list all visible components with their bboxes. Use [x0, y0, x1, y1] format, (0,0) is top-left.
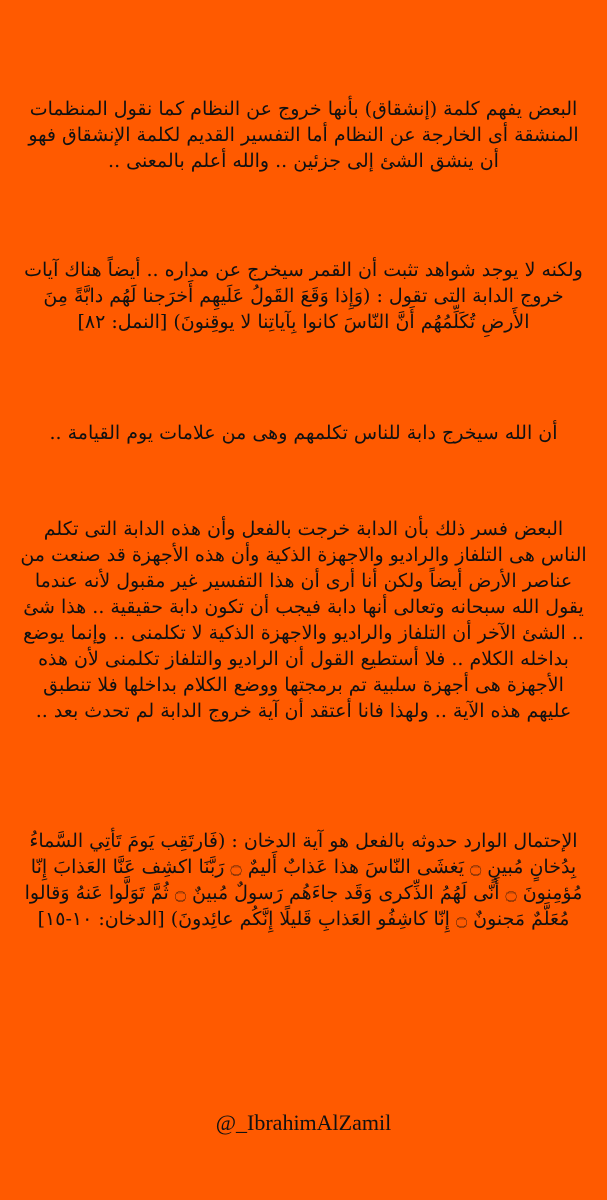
paragraph-dukhan-verse: الإحتمال الوارد حدوثه بالفعل هو آية الدخان : (فَارتَقِب يَومَ تَأتِي السَّماءُ بِدُخانٍ مُبينٍ ۝ يَغشَى النّاسَ هذا عَذابٌ أَليمٌ ۝ رَبَّنَا اكشِف عَنَّا العَذابَ إِنّا مُؤمِنونَ ۝ أَنّى لَهُمُ الذِّكرى وَقَد جاءَهُم رَسولٌ مُبينٌ ۝ ثُمَّ تَوَلَّوا عَنهُ وَقالوا مُعَلَّمٌ مَجنونٌ ۝ إِنّا كاشِفُو العَذابِ قَليلًا إِنَّكُم عائِدونَ) [الدخان: ١٠-١٥] — [24, 830, 583, 930]
paragraph-interpretation: البعض فسر ذلك بأن الدابة خرجت بالفعل وأن هذه الدابة التى تكلم الناس هى التلفاز والراديو والاجهزة الذكية وأن هذه الأجهزة قد صنعت من عناصر الأرض أيضاً ولكن أنا أرى أن هذا التفسير غير مقبول لأنه عندما يقول الله سبحانه وتعالى أنها دابة فيجب أن تكون دابة حقيقية .. هذا شئ .. الشئ الآخر أن التلفاز والراديو والاجهزة الذكية لا تكلمنى .. وإنما يوضع بداخله الكلام .. فلا أستطيع القول أن الراديو والتلفاز تكلمنى لأن هذه الأجهزة هى أجهزة سلبية تم برمجتها ووضع الكلام بداخلها فلا تنطبق عليهم هذه الآية .. ولهذا فانا أعتقد أن آية خروج الدابة لم تحدث بعد .. — [20, 518, 587, 722]
paragraph-dabba-meaning: أن الله سيخرج دابة للناس تكلمهم وهى من علامات يوم القيامة .. — [49, 422, 558, 444]
paragraph-inshiqaq: البعض يفهم كلمة (إنشقاق) بأنها خروج عن النظام كما نقول المنظمات المنشقة أى الخارجة عن النظام أما التفسير القديم لكلمة الإنشقاق فهو أن ينشق الشئ إلى جزئين .. والله أعلم بالمعنى .. — [28, 98, 579, 172]
author-handle: @_IbrahimAlZamil — [215, 1110, 392, 1135]
paragraph-dabba-verse: ولكنه لا يوجد شواهد تثبت أن القمر سيخرج عن مداره .. أيضاً هناك آيات خروج الدابة التى تقول : (وَإِذا وَقَعَ القَولُ عَلَيهِم أَخرَجنا لَهُم دابَّةً مِنَ الأَرضِ تُكَلِّمُهُم أَنَّ النّاسَ كانوا بِآياتِنا لا يوقِنونَ) [النمل: ٨٢] — [24, 259, 583, 333]
